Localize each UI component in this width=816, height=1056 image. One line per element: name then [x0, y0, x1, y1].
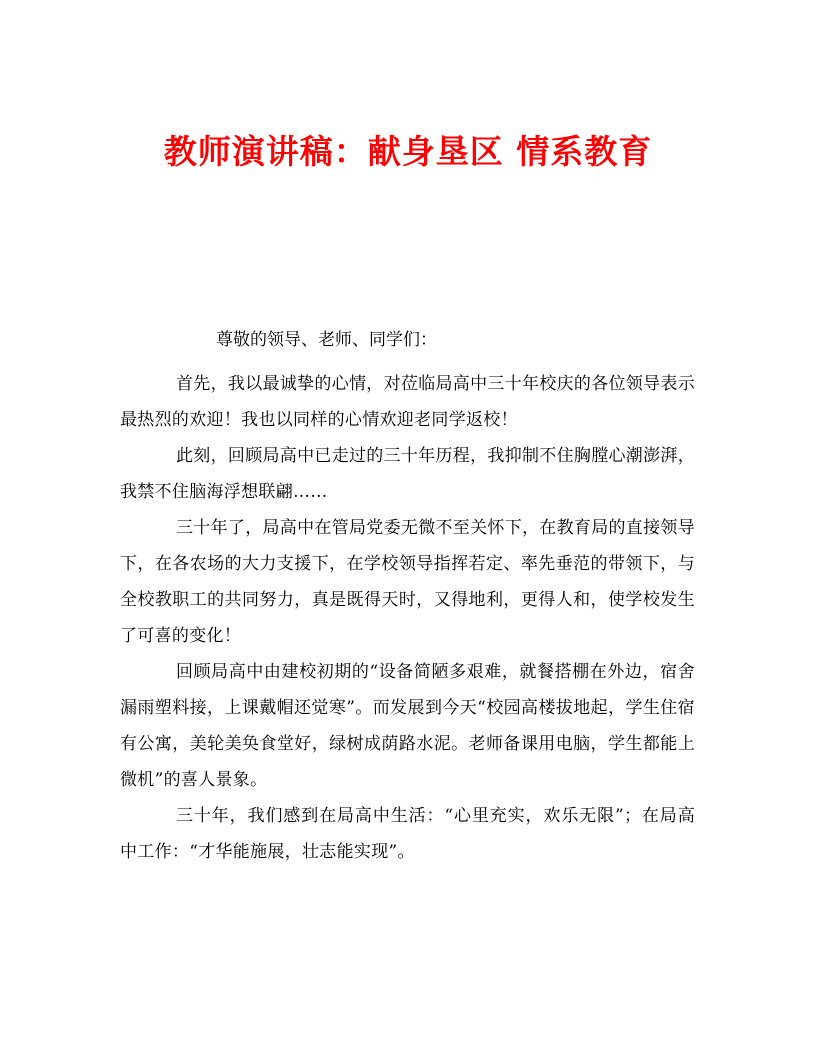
paragraph-5: 三十年，我们感到在局高中生活：“心里充实，欢乐无限”；在局高中工作：“才华能施展，壮志能实现”。 — [120, 806, 695, 862]
paragraph-1: 首先，我以最诚挚的心情，对莅临局高中三十年校庆的各位领导表示最热烈的欢迎！我也以同样的心情欢迎老同学返校！ — [120, 374, 695, 430]
paragraph-3: 三十年了，局高中在管局党委无微不至关怀下，在教育局的直接领导下，在各农场的大力支援下，在学校领导指挥若定、率先垂范的带领下，与全校教职工的共同努力，真是既得天时，又得地利，更得人和，使学校发生了可喜的变化！ — [120, 518, 695, 646]
paragraph-2: 此刻，回顾局高中已走过的三十年历程，我抑制不住胸膛心潮澎湃，我禁不住脑海浮想联翩…… — [120, 446, 695, 502]
salutation: 尊敬的领导、老师、同学们： — [216, 330, 437, 350]
document-body — [120, 366, 695, 870]
document-title: 教师演讲稿：献身垦区 情系教育 — [163, 132, 653, 172]
paragraph-4: 回顾局高中由建校初期的“设备简陋多艰难，就餐搭棚在外边，宿舍漏雨塑料接，上课戴帽还觉寒”。而发展到今天“校园高楼拔地起，学生住宿有公寓，美轮美奂食堂好，绿树成荫路水泥。老师备课用电脑，学生都能上微机”的喜人景象。 — [120, 662, 695, 790]
